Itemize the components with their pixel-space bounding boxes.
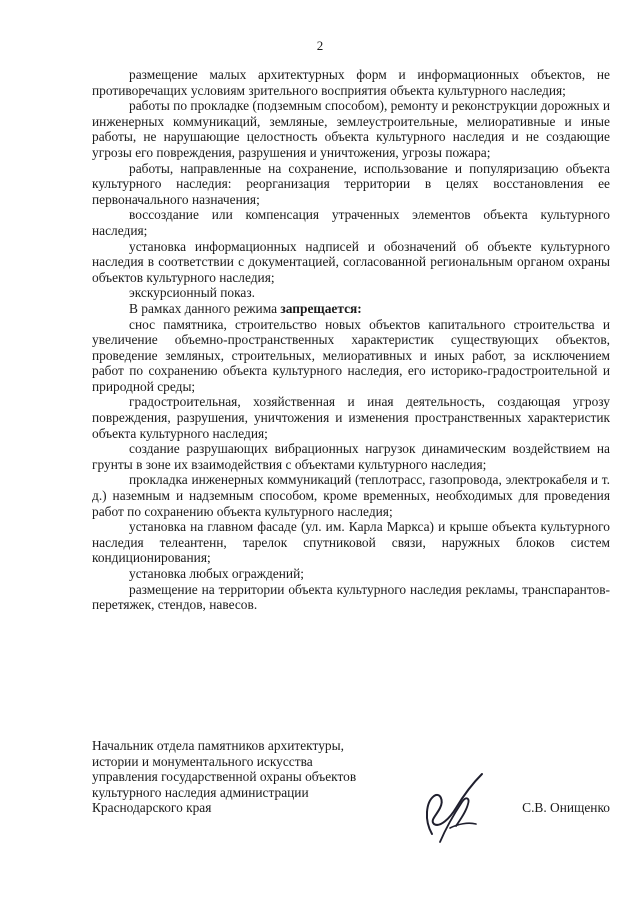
- paragraph: создание разрушающих вибрационных нагрузок динамическим воздействием на грунты в зоне их взаимодействия с объектами культурного наследия;: [92, 441, 610, 472]
- signatory-title-line: Краснодарского края: [92, 800, 212, 816]
- emphasis-prohibited: запрещается:: [280, 300, 362, 316]
- paragraph: установка информационных надписей и обозначений об объекте культурного наследия в соответствии с документацией, согласованной региональным органом охраны объектов культурного наследия;: [92, 238, 610, 285]
- paragraph: размещение на территории объекта культурного наследия рекламы, транспарантов-перетяжек, стендов, навесов.: [92, 581, 610, 613]
- signatory-title-line: культурного наследия администрации: [92, 784, 309, 800]
- paragraph: прокладка инженерных коммуникаций (теплотрасс, газопровода, электрокабеля и т. д.) наземным и надземным способом, кроме временных, необходимых для проведения работ по сохранению объекта культурного наследия;: [92, 472, 610, 519]
- paragraph: экскурсионный показ.: [129, 285, 255, 301]
- signatory-title-line: Начальник отдела памятников архитектуры,: [92, 738, 344, 753]
- paragraph-lead-text: В рамках данного режима: [129, 300, 281, 316]
- paragraph: работы, направленные на сохранение, использование и популяризацию объекта культурного наследия: реорганизация территории в целях восстановления ее первоначального назначения;: [92, 160, 610, 207]
- signatory-title-line: истории и монументального искусства: [92, 753, 313, 769]
- signatory-title: [92, 738, 412, 816]
- paragraph: воссоздание или компенсация утраченных элементов объекта культурного наследия;: [92, 207, 610, 238]
- paragraph: размещение малых архитектурных форм и информационных объектов, не противоречащих условиям зрительного восприятия объекта культурного наследия;: [92, 67, 610, 98]
- paragraph: установка любых ограждений;: [129, 566, 304, 581]
- paragraph: установка на главном фасаде (ул. им. Карла Маркса) и крыше объекта культурного наследия телеантенн, тарелок спутниковой связи, наружных блоков систем кондиционирования;: [92, 519, 610, 566]
- page-number: 2: [316, 38, 324, 53]
- signer-name: С.В. Онищенко: [522, 800, 610, 815]
- document-body: [92, 67, 610, 613]
- paragraph-prohibitions-heading: [92, 301, 610, 317]
- signatory-title-line: управления государственной охраны объектов: [92, 769, 357, 785]
- paragraph: снос памятника, строительство новых объектов капитального строительства и увеличение объемно-пространственных характеристик существующих объектов, проведение земляных, строительных, мелиоративных и иных работ, за исключением работ по сохранению объекта культурного наследия, его историко-градостроительной и природной среды;: [92, 316, 610, 394]
- paragraph: градостроительная, хозяйственная и иная деятельность, создающая угрозу повреждения, разрушения, уничтожения и изменения пространственных характеристик объекта культурного наследия;: [92, 394, 610, 441]
- paragraph: работы по прокладке (подземным способом), ремонту и реконструкции дорожных и инженерных коммуникаций, земляные, землеустроительные, мелиоративные и иные работы, не нарушающие целостность объекта культурного наследия и не создающие угрозы его повреждения, разрушения и уничтожения, угрозы пожара;: [92, 98, 610, 160]
- handwritten-signature: [410, 768, 490, 846]
